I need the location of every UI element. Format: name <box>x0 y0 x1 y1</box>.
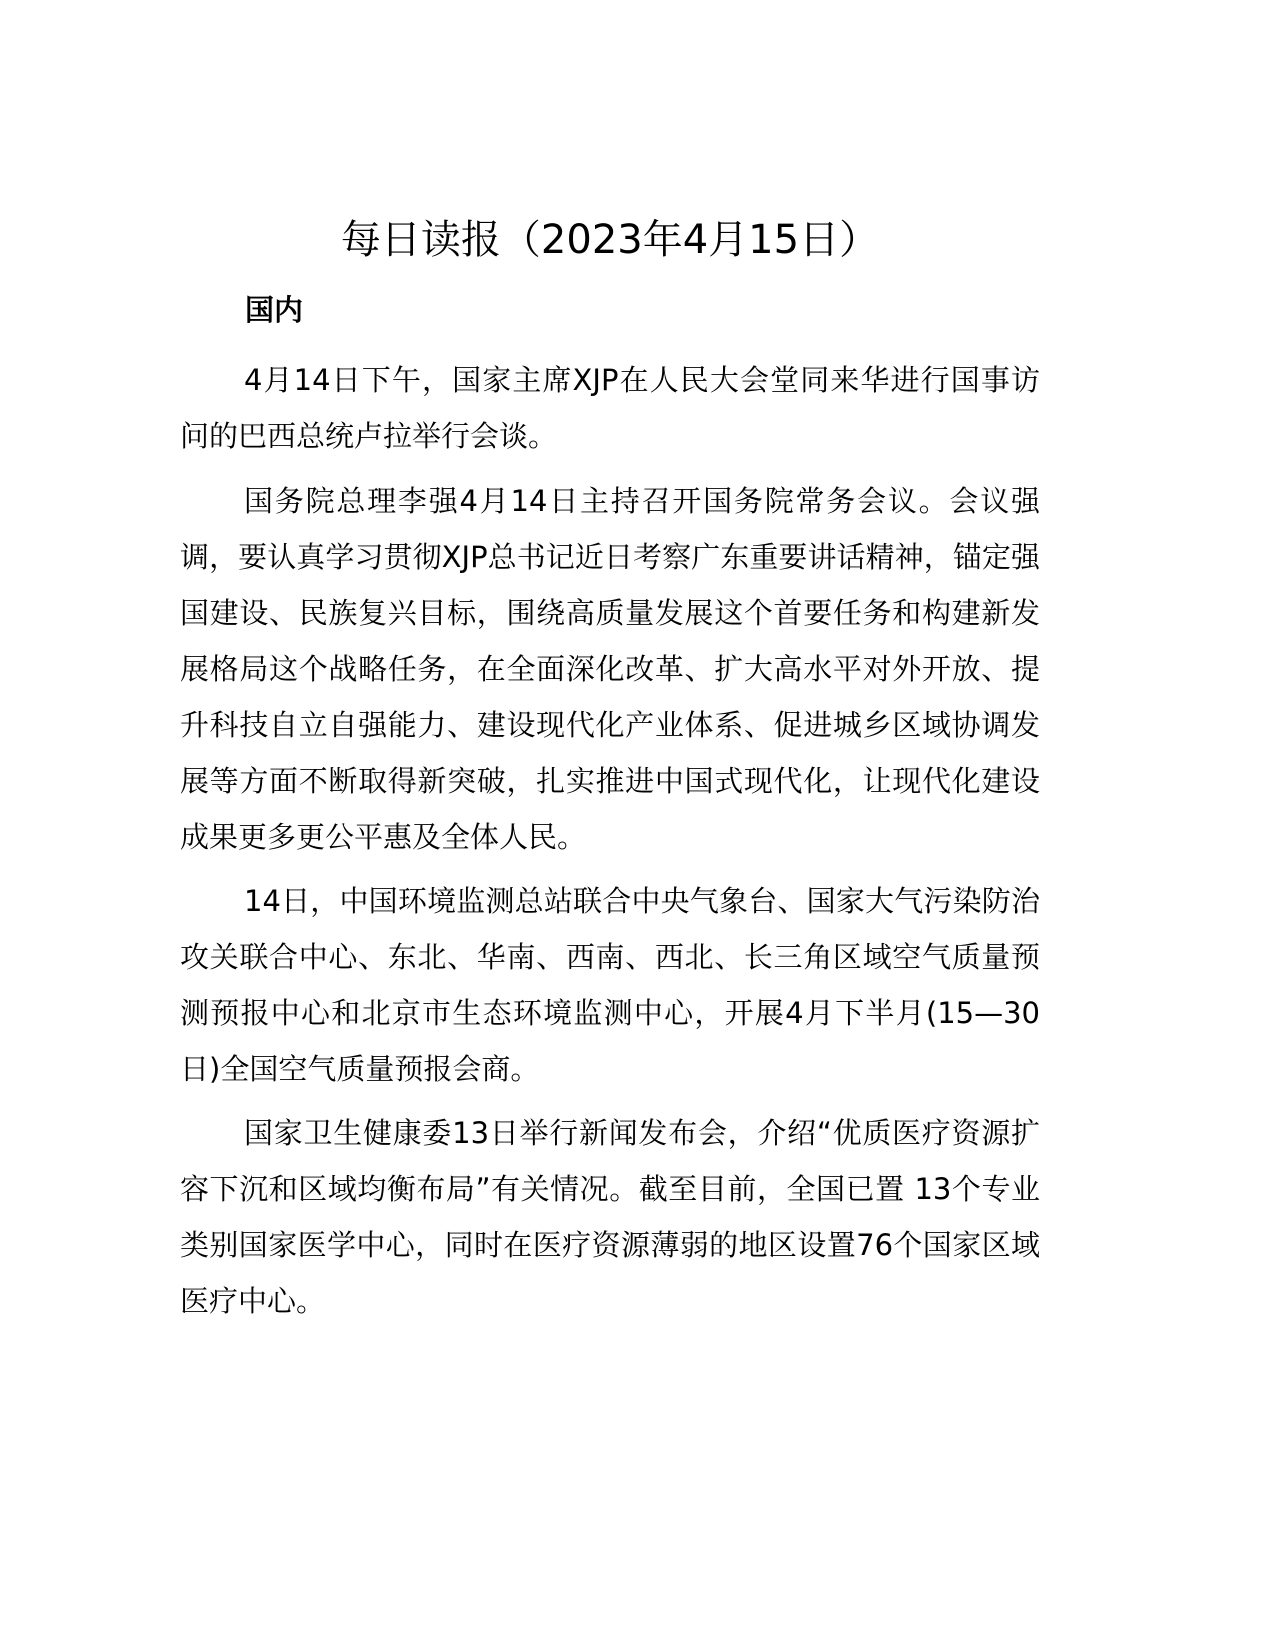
paragraph: 14日，中国环境监测总站联合中央气象台、国家大气污染防治攻关联合中心、东北、华南、西南、西北、长三角区域空气质量预测预报中心和北京市生态环境监测中心，开展4月下半月(15—30日)全国空气质量预报会商。 <box>180 884 1040 1086</box>
paragraph: 国家卫生健康委13日举行新闻发布会，介绍“优质医疗资源扩容下沉和区域均衡布局”有关情况。截至目前，全国已置 13个专业类别国家医学中心，同时在医疗资源薄弱的地区设置76个国家区域医疗中心。 <box>180 1116 1040 1318</box>
paragraph: 4月14日下午，国家主席XJP在人民大会堂同来华进行国事访问的巴西总统卢拉举行会谈。 <box>180 363 1040 453</box>
paragraph: 国务院总理李强4月14日主持召开国务院常务会议。会议强调，要认真学习贯彻XJP总书记近日考察广东重要讲话精神，锚定强国建设、民族复兴目标，围绕高质量发展这个首要任务和构建新发展格局这个战略任务，在全面深化改革、扩大高水平对外开放、提升科技自立自强能力、建设现代化产业体系、促进城乡区域协调发展等方面不断取得新突破，扎实推进中国式现代化，让现代化建设成果更多更公平惠及全体人民。 <box>180 484 1040 854</box>
section-heading: 国内 <box>245 293 304 327</box>
document-title: 每日读报（2023年4月15日） <box>340 217 880 263</box>
